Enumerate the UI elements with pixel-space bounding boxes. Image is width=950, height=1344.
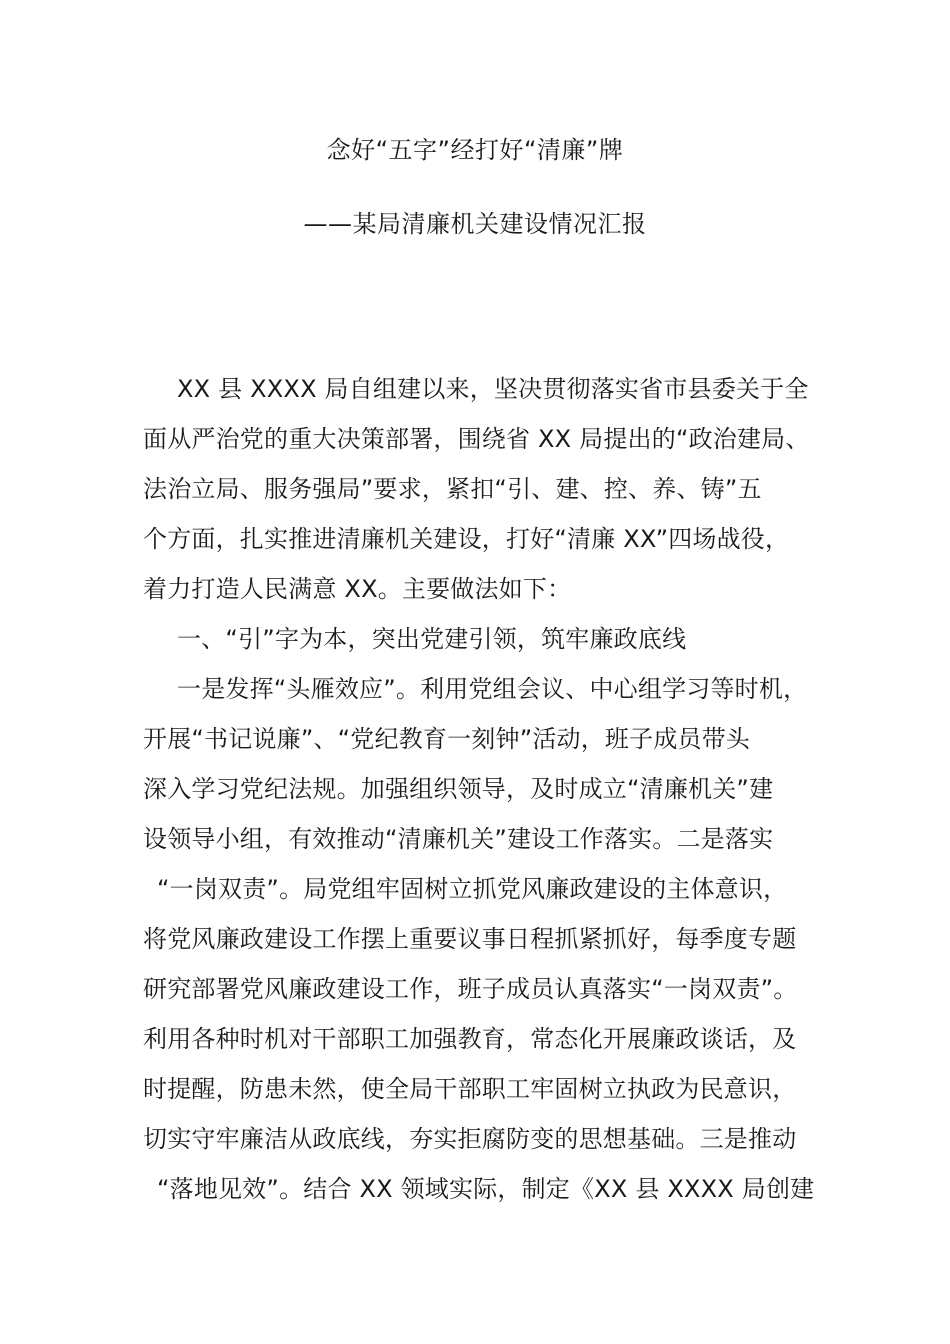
- paragraph-line: 利用各种时机对干部职工加强教育，常态化开展廉政谈话，及: [143, 1025, 797, 1053]
- document-body: [143, 364, 823, 1214]
- paragraph-line: XX 县 XXXX 局自组建以来，坚决贯彻落实省市县委关于全: [177, 375, 809, 403]
- section-heading: 一、“引”字为本，突出党建引领，筑牢廉政底线: [177, 625, 687, 653]
- paragraph-line: 个方面，扎实推进清廉机关建设，打好“清廉 XX”四场战役，: [143, 525, 790, 553]
- paragraph-line: “落地见效”。结合 XX 领域实际，制定《XX 县 XXXX 局创建: [157, 1175, 815, 1203]
- paragraph-line: 一是发挥“头雁效应”。利用党组会议、中心组学习等时机，: [177, 675, 808, 703]
- paragraph-line: 面从严治党的重大决策部署，围绕省 XX 局提出的“政治建局、: [143, 425, 810, 453]
- paragraph-line: 着力打造人民满意 XX。主要做法如下：: [143, 575, 572, 603]
- paragraph-line: 切实守牢廉洁从政底线，夯实拒腐防变的思想基础。三是推动: [143, 1125, 797, 1153]
- paragraph-line: 研究部署党风廉政建设工作，班子成员认真落实“一岗双责”。: [143, 975, 798, 1003]
- paragraph-line: 时提醒，防患未然，使全局干部职工牢固树立执政为民意识，: [143, 1075, 797, 1103]
- paragraph-line: 开展“书记说廉”、“党纪教育一刻钟”活动，班子成员带头: [143, 725, 751, 753]
- paragraph-line: 法治立局、服务强局”要求，紧扣“引、建、控、养、铸”五: [143, 475, 762, 503]
- paragraph-line: 设领导小组，有效推动“清廉机关”建设工作落实。二是落实: [143, 825, 774, 853]
- document-subtitle: ——某局清廉机关建设情况汇报: [303, 210, 647, 238]
- paragraph-line: “一岗双责”。局党组牢固树立抓党风廉政建设的主体意识，: [157, 875, 788, 903]
- paragraph-line: 将党风廉政建设工作摆上重要议事日程抓紧抓好，每季度专题: [143, 925, 797, 953]
- document-title: 念好“五字”经打好“清廉”牌: [326, 136, 624, 164]
- paragraph-line: 深入学习党纪法规。加强组织领导，及时成立“清廉机关”建: [143, 775, 774, 803]
